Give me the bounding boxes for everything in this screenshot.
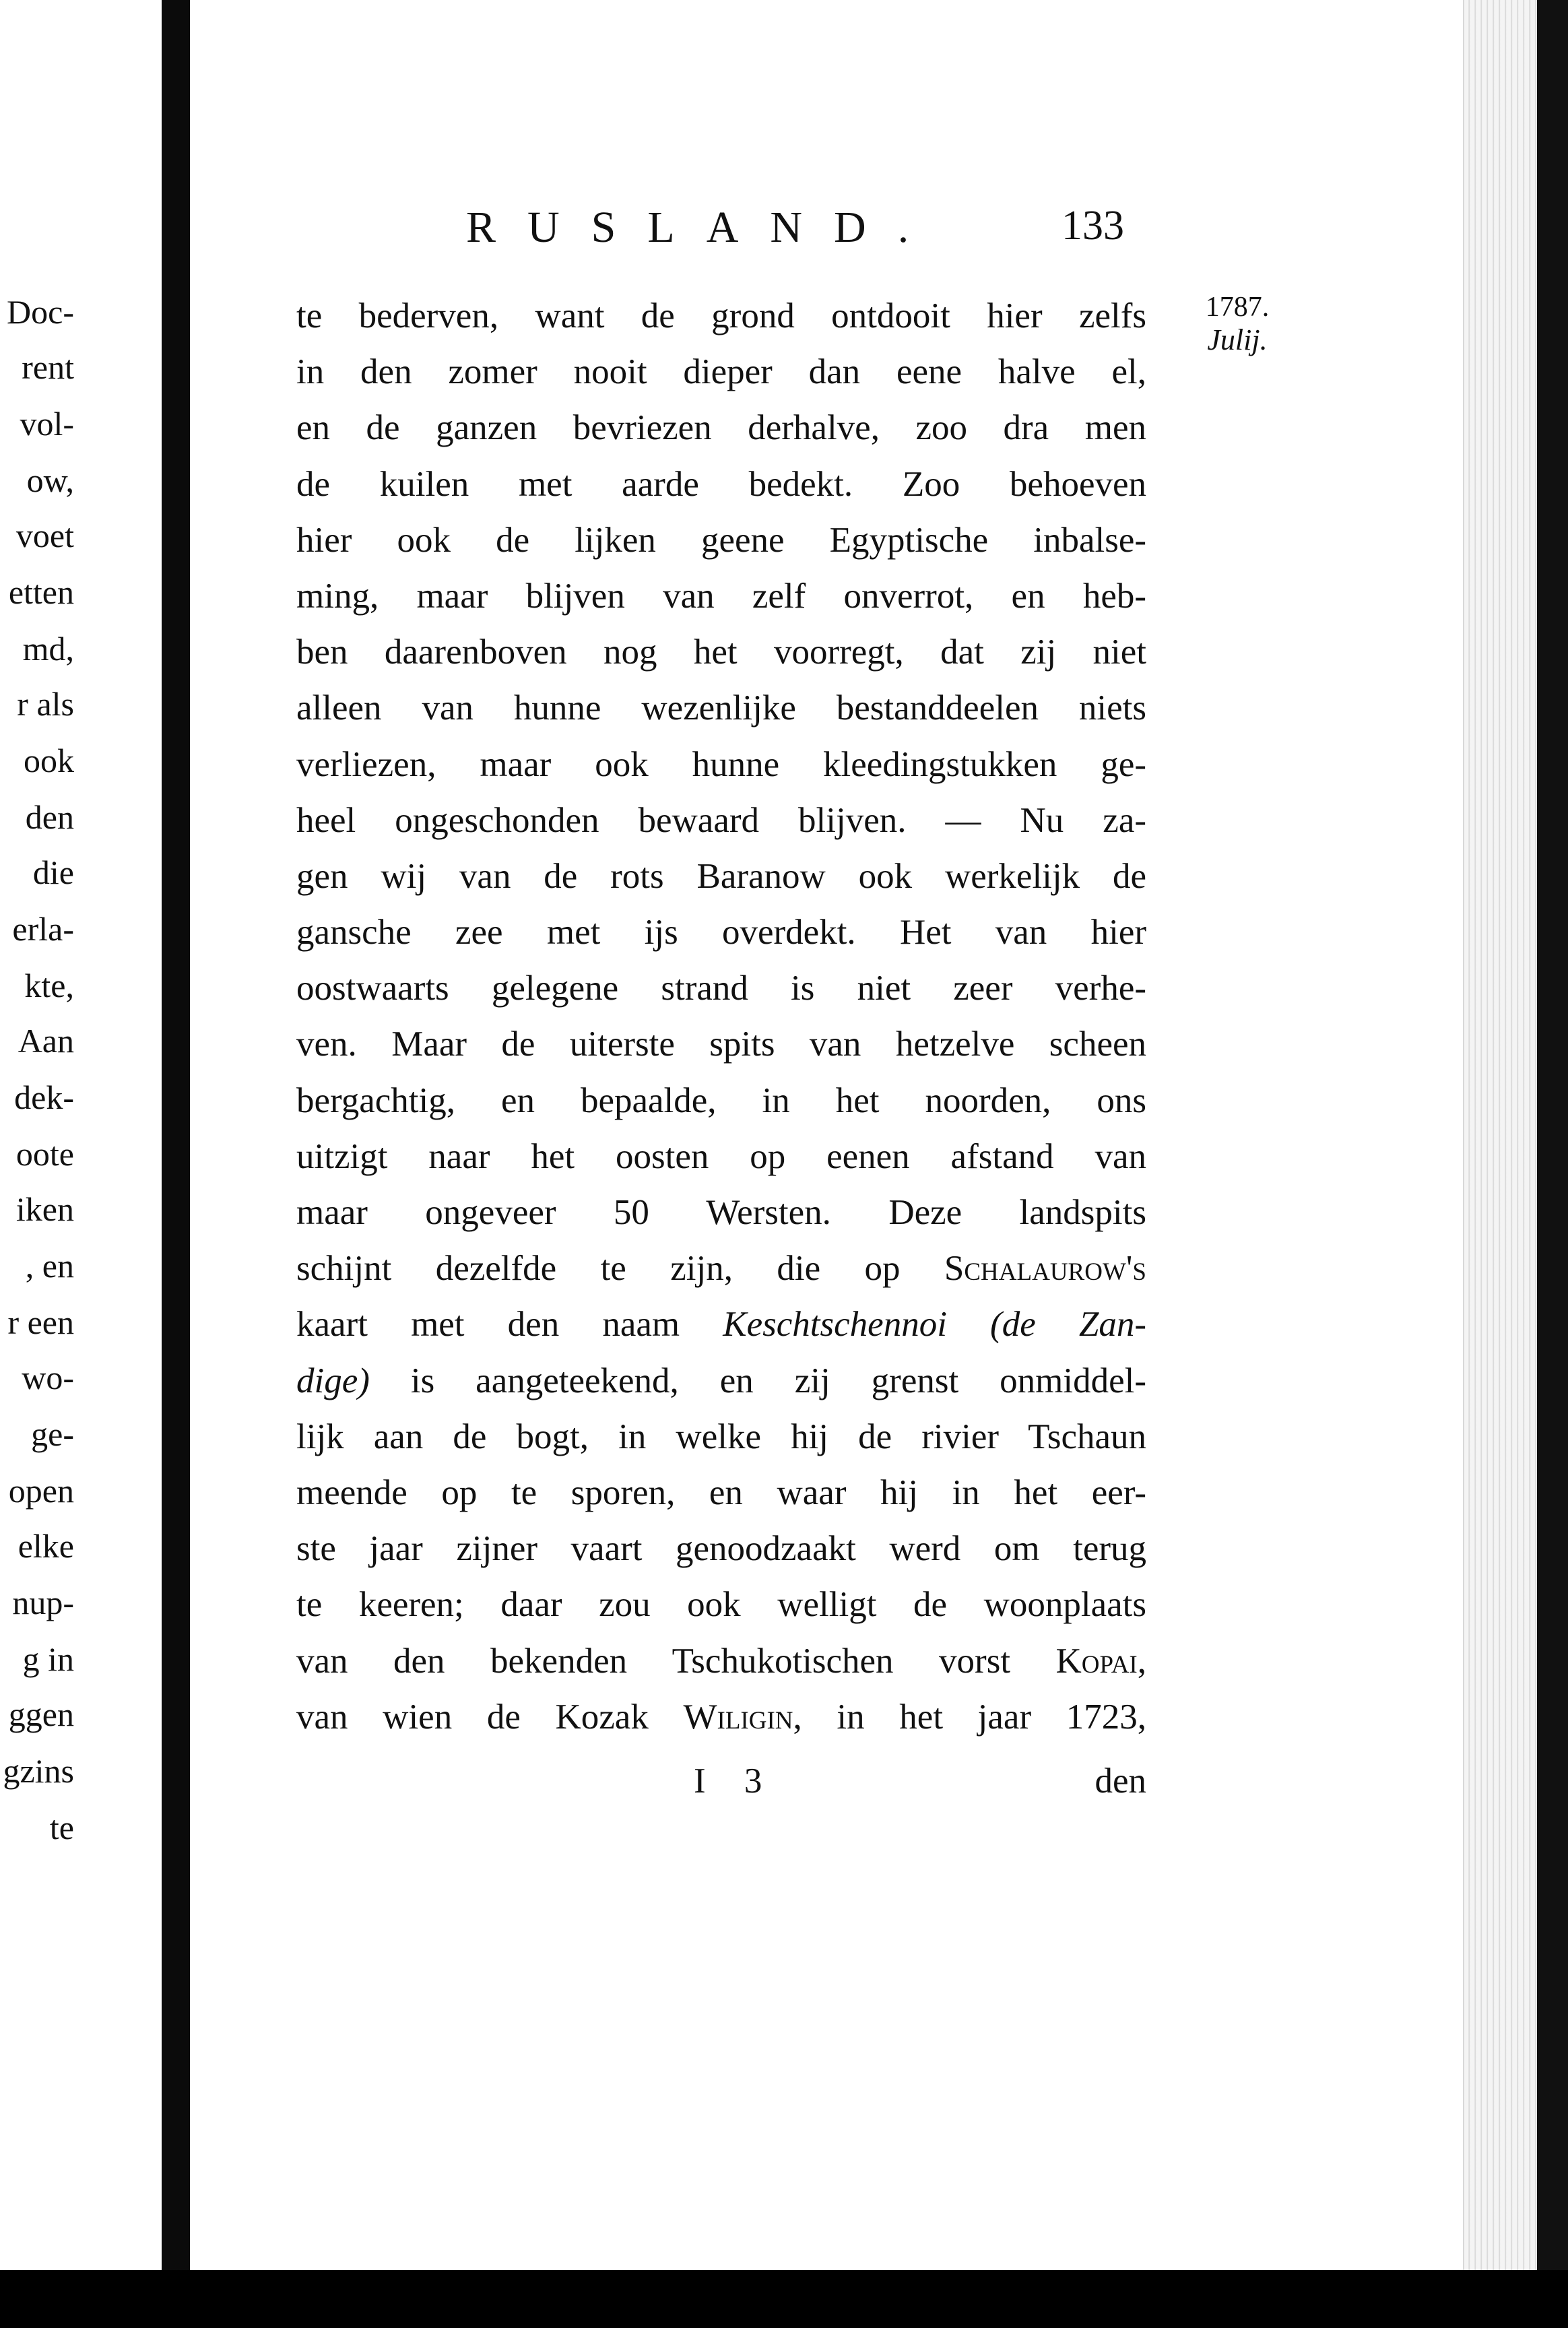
fragment: open	[8, 1472, 74, 1510]
text-line	[296, 1241, 1146, 1297]
fragment: vol-	[20, 405, 74, 443]
fragment: etten	[8, 573, 74, 611]
fragment: ggen	[8, 1695, 74, 1733]
text-line: verliezen, maar ook hunne kleedingstukken ge-	[296, 744, 1146, 784]
line-text: kaart met den naam	[296, 1305, 680, 1345]
text-line: en de ganzen bevriezen derhalve, zoo dra men	[296, 408, 1146, 448]
text-line: uitzigt naar het oosten op eenen afstand van	[296, 1136, 1146, 1176]
fragment: md,	[22, 630, 74, 668]
line-text: van den bekenden Tschukotischen vorst	[296, 1641, 1011, 1681]
text-line: in den zomer nooit dieper dan eene halve el,	[296, 352, 1146, 392]
fragment: oote	[15, 1135, 74, 1173]
fragment: rent	[22, 348, 74, 386]
fragment: , en	[25, 1247, 74, 1285]
margin-note	[1194, 291, 1281, 357]
text-line: ben daarenboven nog het voorregt, dat zij niet	[296, 633, 1146, 672]
person-name: Kopai,	[1055, 1641, 1146, 1681]
text-line	[296, 1634, 1146, 1689]
text-line: maar ongeveer 50 Wersten. Deze landspits	[296, 1193, 1146, 1232]
fragment: r als	[17, 685, 74, 723]
text-line: te keeren; daar zou ook welligt de woonplaats	[296, 1585, 1146, 1625]
text-line: bergachtig, en bepaalde, in het noorden, ons	[296, 1080, 1146, 1120]
person-name: Schalaurow's	[944, 1249, 1146, 1289]
page-edges	[1463, 0, 1538, 2270]
fragment: dek-	[14, 1078, 74, 1116]
text-line: hier ook de lijken geene Egyptische inbalse-	[296, 520, 1146, 560]
text-line: ming, maar blijven van zelf onverrot, en heb-	[296, 576, 1146, 616]
signature-mark: I 3	[694, 1761, 777, 1801]
line-text: in het jaar 1723,	[837, 1697, 1147, 1737]
running-head	[466, 202, 1140, 256]
line-text: schijnt dezelfde te zijn, die op	[296, 1249, 901, 1289]
text-line: ste jaar zijner vaart genoodzaakt werd om terug	[296, 1529, 1146, 1569]
book-gutter	[162, 0, 190, 2328]
text-line: gansche zee met ijs overdekt. Het van hier	[296, 913, 1146, 952]
fragment: te	[49, 1809, 74, 1846]
fragment: Doc-	[7, 293, 74, 331]
text-line	[296, 1353, 1146, 1409]
catchword: den	[1095, 1761, 1146, 1801]
fragment: die	[32, 853, 74, 891]
previous-page-text	[0, 0, 74, 2270]
person-name: Wiligin,	[683, 1697, 802, 1737]
line-text: is aangeteekend, en zij grenst onmiddel-	[410, 1361, 1147, 1400]
scan-border-right	[1537, 0, 1568, 2328]
text-line: lijk aan de bogt, in welke hij de rivier Tschaun	[296, 1417, 1146, 1456]
text-line: oostwaarts gelegene strand is niet zeer verhe-	[296, 969, 1146, 1008]
text-line	[296, 1689, 1146, 1745]
fragment: voet	[15, 517, 74, 554]
fragment: elke	[18, 1527, 74, 1565]
previous-page	[0, 0, 162, 2270]
text-line: ven. Maar de uiterste spits van hetzelve scheen	[296, 1025, 1146, 1064]
line-text: van wien de Kozak	[296, 1697, 649, 1737]
text-line: alleen van hunne wezenlijke bestanddeelen niets	[296, 688, 1146, 728]
place-name: Keschtschennoi (de Zan-	[723, 1305, 1146, 1345]
margin-month: Julij.	[1207, 323, 1268, 356]
scan-border-bottom	[0, 2270, 1568, 2328]
body-text	[296, 288, 1146, 1745]
place-name: dige)	[296, 1361, 370, 1400]
fragment: den	[25, 798, 74, 836]
fragment: iken	[15, 1190, 74, 1228]
fragment: gzins	[3, 1752, 74, 1790]
fragment: kte,	[24, 967, 74, 1004]
fragment: Aan	[18, 1022, 74, 1060]
running-head-title: RUSLAND.	[466, 203, 941, 252]
text-line: meende op te sporen, en waar hij in het eer-	[296, 1473, 1146, 1512]
fragment: wo-	[22, 1359, 74, 1396]
page-number: 133	[1061, 203, 1124, 249]
fragment: ook	[24, 742, 74, 779]
fragment: ow,	[26, 461, 74, 499]
fragment: erla-	[12, 910, 74, 948]
fragment: g in	[22, 1640, 74, 1678]
fragment: ge-	[31, 1415, 74, 1453]
text-line: te bederven, want de grond ontdooit hier zelfs	[296, 296, 1146, 335]
fragment: r een	[7, 1303, 74, 1341]
text-line: gen wij van de rots Baranow ook werkelijk de	[296, 856, 1146, 896]
margin-year: 1787.	[1205, 292, 1270, 323]
fragment: nup-	[12, 1584, 74, 1621]
text-line: heel ongeschonden bewaard blijven. — Nu za-	[296, 800, 1146, 840]
page-footer	[296, 1761, 1146, 1815]
text-line	[296, 1297, 1146, 1353]
text-line: de kuilen met aarde bedekt. Zoo behoeven	[296, 464, 1146, 504]
